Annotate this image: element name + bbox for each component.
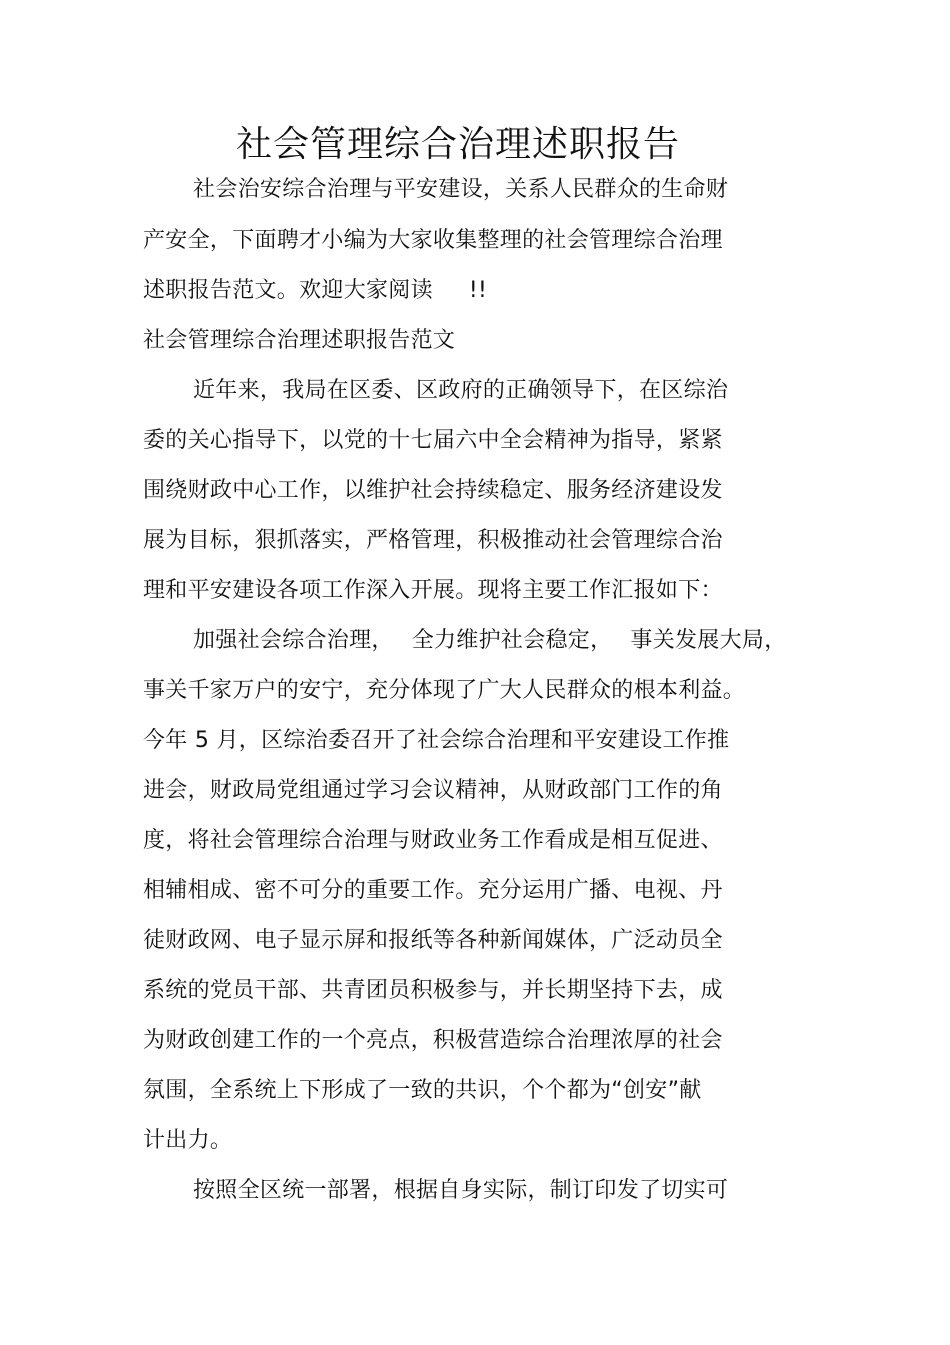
paragraph-line: 理和平安建设各项工作深入开展。现将主要工作汇报如下： [143, 578, 723, 603]
paragraph-line: 为财政创建工作的一个亮点，积极营造综合治理浓厚的社会 [143, 1028, 723, 1053]
intro-line [143, 275, 487, 307]
intro-text: 述职报告范文。欢迎大家阅读 [143, 278, 433, 303]
paragraph-line: 按照全区统一部署，根据自身实际，制订印发了切实可 [193, 1178, 729, 1203]
section-subtitle: 社会管理综合治理述职报告范文 [143, 328, 456, 353]
paragraph-fragment: 加强社会综合治理， [193, 628, 394, 653]
paragraph-line: 徒财政网、电子显示屏和报纸等各种新闻媒体，广泛动员全 [143, 928, 723, 953]
paragraph-line: 计出力。 [143, 1128, 233, 1153]
intro-line: 产安全，下面聘才小编为大家收集整理的社会管理综合治理 [143, 228, 723, 253]
paragraph-line: 进会，财政局党组通过学习会议精神，从财政部门工作的角 [143, 778, 723, 803]
paragraph-line: 事关千家万户的安宁，充分体现了广大人民群众的根本利益。 [143, 678, 746, 703]
paragraph-line: 今年 5 月，区综治委召开了社会综合治理和平安建设工作推 [143, 728, 730, 753]
paragraph-line: 氛围，全系统上下形成了一致的共识，个个都为“创安”献 [143, 1078, 702, 1103]
document-title: 社会管理综合治理述职报告 [235, 124, 680, 165]
paragraph-line: 系统的党员干部、共青团员积极参与，并长期坚持下去，成 [143, 978, 723, 1003]
paragraph-line: 近年来，我局在区委、区政府的正确领导下，在区综治 [193, 378, 729, 403]
paragraph-line: 相辅相成、密不可分的重要工作。充分运用广播、电视、丹 [143, 878, 723, 903]
intro-exclamation: !! [468, 278, 488, 303]
paragraph-fragment: 事关发展大局， [630, 628, 787, 653]
paragraph-fragment: 全力维护社会稳定， [411, 628, 613, 653]
paragraph-line: 展为目标，狠抓落实，严格管理，积极推动社会管理综合治 [143, 528, 723, 553]
intro-line: 社会治安综合治理与平安建设，关系人民群众的生命财 [193, 177, 729, 202]
paragraph-line: 度，将社会管理综合治理与财政业务工作看成是相互促进、 [143, 828, 723, 853]
paragraph-line [193, 625, 787, 657]
paragraph-line: 委的关心指导下，以党的十七届六中全会精神为指导，紧紧 [143, 428, 723, 453]
paragraph-line: 围绕财政中心工作，以维护社会持续稳定、服务经济建设发 [143, 478, 723, 503]
